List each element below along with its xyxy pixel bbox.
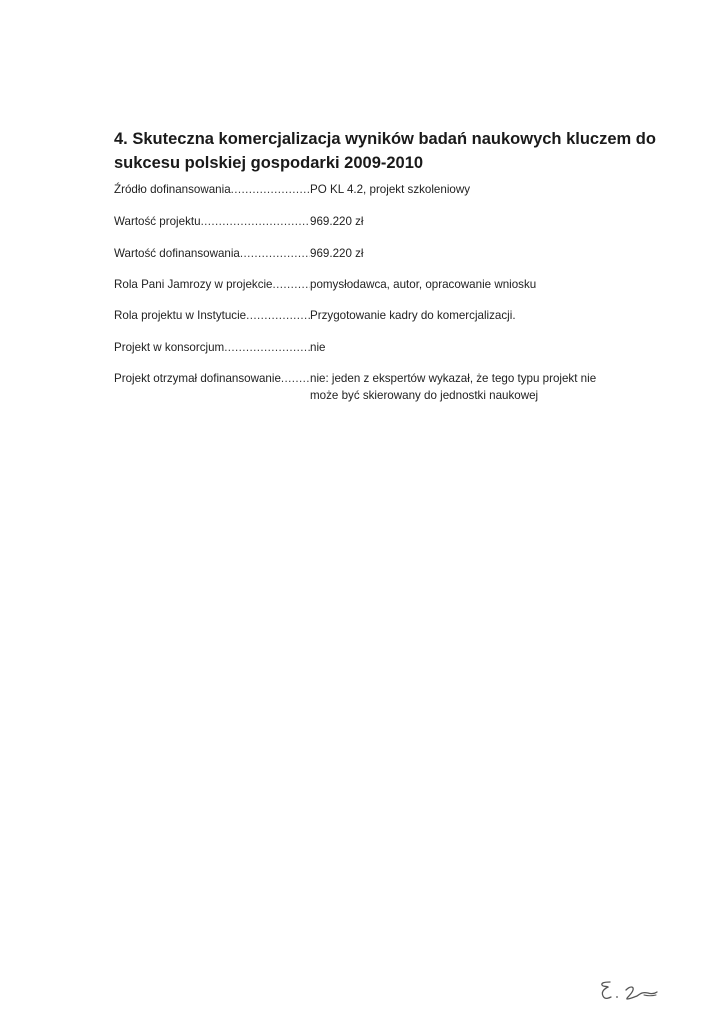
detail-value: 969.220 zł	[310, 215, 364, 228]
detail-row-funding-value	[114, 245, 620, 262]
detail-label: Wartość dofinansowania	[114, 247, 240, 260]
dot-leader	[231, 181, 310, 198]
detail-row-funding-received	[114, 370, 620, 404]
section-heading-line-1: 4. Skuteczna komercjalizacja wyników badań naukowych kluczem do	[114, 130, 656, 148]
detail-value: pomysłodawca, autor, opracowanie wniosku	[310, 278, 537, 291]
detail-row-funding-source	[114, 181, 620, 198]
detail-label: Projekt otrzymał dofinansowanie	[114, 372, 281, 385]
detail-label: Źródło dofinansowania	[114, 183, 231, 196]
dot-leader	[281, 370, 310, 387]
dot-leader	[224, 339, 310, 356]
detail-value: nie	[310, 341, 326, 354]
dot-leader	[240, 245, 310, 262]
detail-value: PO KL 4.2, projekt szkoleniowy	[310, 183, 471, 196]
detail-label: Rola projektu w Instytucie	[114, 309, 247, 322]
dot-leader	[201, 213, 310, 230]
detail-value: 969.220 zł	[310, 247, 364, 260]
detail-row-project-value	[114, 213, 620, 230]
detail-label: Rola Pani Jamrozy w projekcie	[114, 278, 273, 291]
handwritten-initials	[596, 972, 672, 1008]
detail-value: Przygotowanie kadry do komercjalizacji.	[310, 309, 516, 322]
dot-leader	[246, 307, 310, 324]
detail-label: Wartość projektu	[114, 215, 201, 228]
detail-label: Projekt w konsorcjum	[114, 341, 225, 354]
detail-row-role-in-project	[114, 276, 620, 293]
section-heading	[114, 127, 656, 175]
dot-leader	[273, 276, 310, 293]
detail-row-role-in-institute	[114, 307, 620, 324]
section-heading-line-2: sukcesu polskiej gospodarki 2009-2010	[114, 154, 424, 172]
detail-row-consortium	[114, 339, 620, 356]
detail-value: nie: jeden z ekspertów wykazał, że tego typu projekt nie może być skierowany do jednostki naukowej	[310, 372, 597, 402]
